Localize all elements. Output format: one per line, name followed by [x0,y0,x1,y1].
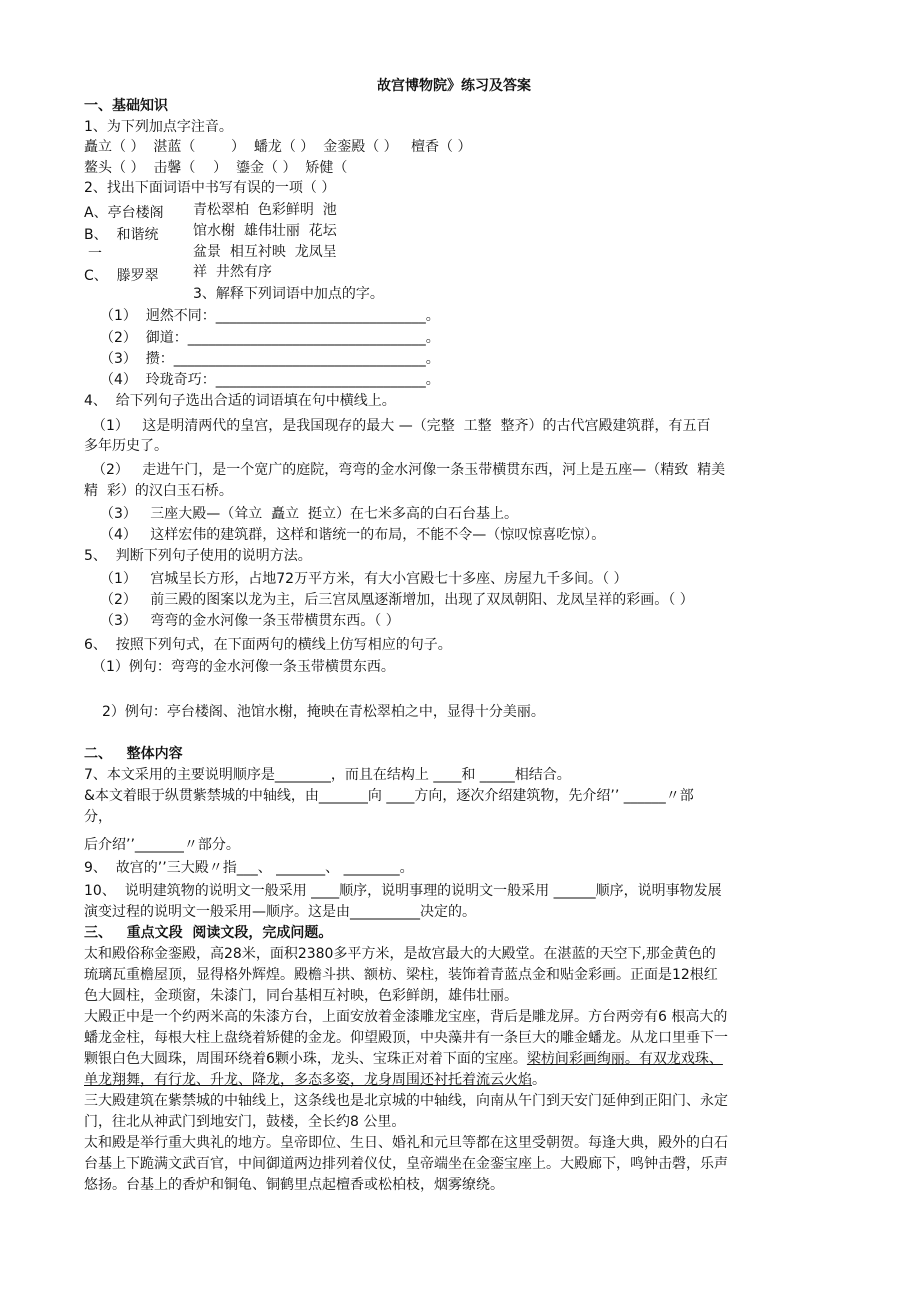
q6-prompt: 6、 按照下列句式，在下面两句的横线上仿写相应的句子。 [84,637,452,653]
passage-line: 台基上下跪满文武百官，中间御道两边排列着仪仗，皇帝端坐在金銮宝座上。大殿廊下，鸣钟击磬，乐声 [84,1156,728,1172]
q2-option-b-label: B、 和谐统 [84,227,159,243]
q2-option-a-label: A、亭台楼阁 [84,205,164,221]
q3-prompt: 3、解释下列词语中加点的字。 [193,286,384,302]
section-heading-basics: 一、基础知识 [84,98,168,114]
page-title: 故宫博物院》练习及答案 [377,78,531,94]
q3-item: （2） 御道：__________________________________。 [100,330,440,346]
q4-sentence: （1） 这是明清两代的皇宫，是我国现存的最大 —（完整 工整 整齐）的古代宫殿建筑群，有五百 [92,418,711,434]
passage-underlined-text: 梁枋间彩画绚丽。有双龙戏珠、 [526,1051,723,1067]
passage-line: 琉璃瓦重檐屋顶，显得格外辉煌。殿檐斗拱、额枋、梁柱，装饰着青蓝点金和贴金彩画。正面是12根红 [84,967,718,983]
q1-row: 鳌头（ ） 击馨（ ） 鎏金（ ） 矫健（ [84,160,348,176]
q5-sentence: （3） 弯弯的金水河像一条玉带横贯东西。（ ） [100,613,400,629]
q2-option-b-cont: 一 [88,246,102,262]
passage-text: 。 [532,1072,546,1088]
q3-item: （4） 玲珑奇巧：______________________________。 [100,372,440,388]
q4-sentence: （3） 三座大殿—（耸立 矗立 挺立）在七米多高的白石台基上。 [100,506,519,522]
q4-sentence-cont: 精 彩）的汉白玉石桥。 [84,483,233,499]
q4-sentence: （2） 走进午门，是一个宽广的庭院，弯弯的金水河像一条玉带横贯东西，河上是五座—（精致 精美 [92,462,726,478]
passage-line: 色大圆柱，金琐窗，朱漆门，同台基相互衬映，色彩鲜朗，雄伟壮丽。 [84,988,518,1004]
q2-option-c-label: C、 滕罗翠 [84,268,159,284]
passage-underlined-text: 单龙翔舞，有行龙、升龙、降龙，多态多姿，龙身周围还衬托着流云火焰 [84,1072,532,1088]
passage-line: 门，往北从神武门到地安门，鼓楼，全长约8 公里。 [84,1114,406,1130]
q1-prompt: 1、为下列加点字注音。 [84,119,233,135]
q2-option-b-text: 馆水榭 雄伟壮丽 花坛 [193,223,337,239]
q8: &本文着眼于纵贯紫禁城的中轴线，由_______向 ____方向，逐次介绍建筑物，先介绍’’ ______〃部 [84,788,694,804]
passage-text: 颗银白色大圆珠，周围环绕着6颗小珠，龙头、宝珠正对着下面的宝座。 [84,1051,527,1067]
q2-option-c-text: 祥 井然有序 [193,264,272,280]
q2-option-a-text: 青松翠柏 色彩鲜明 池 [193,202,337,218]
q5-sentence: （1） 宫城呈长方形，占地72万平方米，有大小宫殿七十多座、房屋九千多间。（ ） [100,571,628,587]
passage-line: 太和殿俗称金銮殿，高28米，面积2380多平方米，是故宫最大的大殿堂。在湛蓝的天空下,那金黄色的 [84,946,716,962]
q4-sentence: （4） 这样宏伟的建筑群，这样和谐统一的布局，不能不令—（惊叹惊喜吃惊）。 [100,527,606,543]
q8-cont: 分， [84,809,112,825]
q6-example: （1）例句：弯弯的金水河像一条玉带横贯东西。 [92,659,395,675]
q5-prompt: 5、 判断下列句子使用的说明方法。 [84,548,312,564]
q8-cont: 后介绍’’_______〃部分。 [84,837,240,853]
q5-sentence: （2） 前三殿的图案以龙为主，后三宫凤凰逐渐增加，出现了双凤朝阳、龙凤呈祥的彩画。（ ） [100,592,694,608]
q10-cont: 演变过程的说明文一般采用—顺序。这是由__________决定的。 [84,904,476,920]
q6-example: 2）例句：亭台楼阁、池馆水榭，掩映在青松翠柏之中，显得十分美丽。 [102,704,545,720]
passage-line: 大殿正中是一个约两米高的朱漆方台，上面安放着金漆雕龙宝座，背后是雕龙屏。方台两旁有6 根高大的 [84,1009,728,1025]
section-heading-reading: 三、 重点文段 阅读文段，完成问题。 [84,925,333,941]
q10: 10、 说明建筑物的说明文一般采用 ____顺序，说明事理的说明文一般采用 ______顺序，说明事物发展 [84,883,722,899]
q2-prompt: 2、找出下面词语中书写有误的一项（ ） [84,180,336,196]
passage-line: 蟠龙金柱，每根大柱上盘绕着矫健的金龙。仰望殿顶，中央藻井有一条巨大的雕金蟠龙。从龙口里垂下一 [84,1030,728,1046]
q3-item: （1） 迥然不同：______________________________。 [100,308,440,324]
passage-line [84,1070,546,1090]
section-heading-overall: 二、 整体内容 [84,746,183,762]
q4-prompt: 4、 给下列句子选出合适的词语填在句中横线上。 [84,393,396,409]
passage-line: 三大殿建筑在紫禁城的中轴线上，这条线也是北京城的中轴线，向南从午门到天安门延伸到正阳门、永定 [84,1093,728,1109]
passage-line [84,1049,723,1069]
passage-line: 太和殿是举行重大典礼的地方。皇帝即位、生日、婚礼和元旦等都在这里受朝贺。每逢大典，殿外的白石 [84,1135,728,1151]
q3-item: （3） 攒：____________________________________。 [100,351,440,367]
q1-row: 矗立（ ） 湛蓝（ ） 蟠龙（ ） 金銮殿（ ） 檀香（ ） [84,139,472,155]
q4-sentence-cont: 多年历史了。 [84,438,168,454]
passage-line: 悠扬。台基上的香炉和铜龟、铜鹤里点起檀香或松柏枝，烟雾缭绕。 [84,1177,504,1193]
q7: 7、本文采用的主要说明顺序是________，而且在结构上 ____和 _____相结合。 [84,767,571,783]
q9: 9、 故宫的’’三大殿〃指___、 _______、 ________。 [84,860,414,876]
q2-extra-text: 盆景 相互衬映 龙凤呈 [193,244,337,260]
